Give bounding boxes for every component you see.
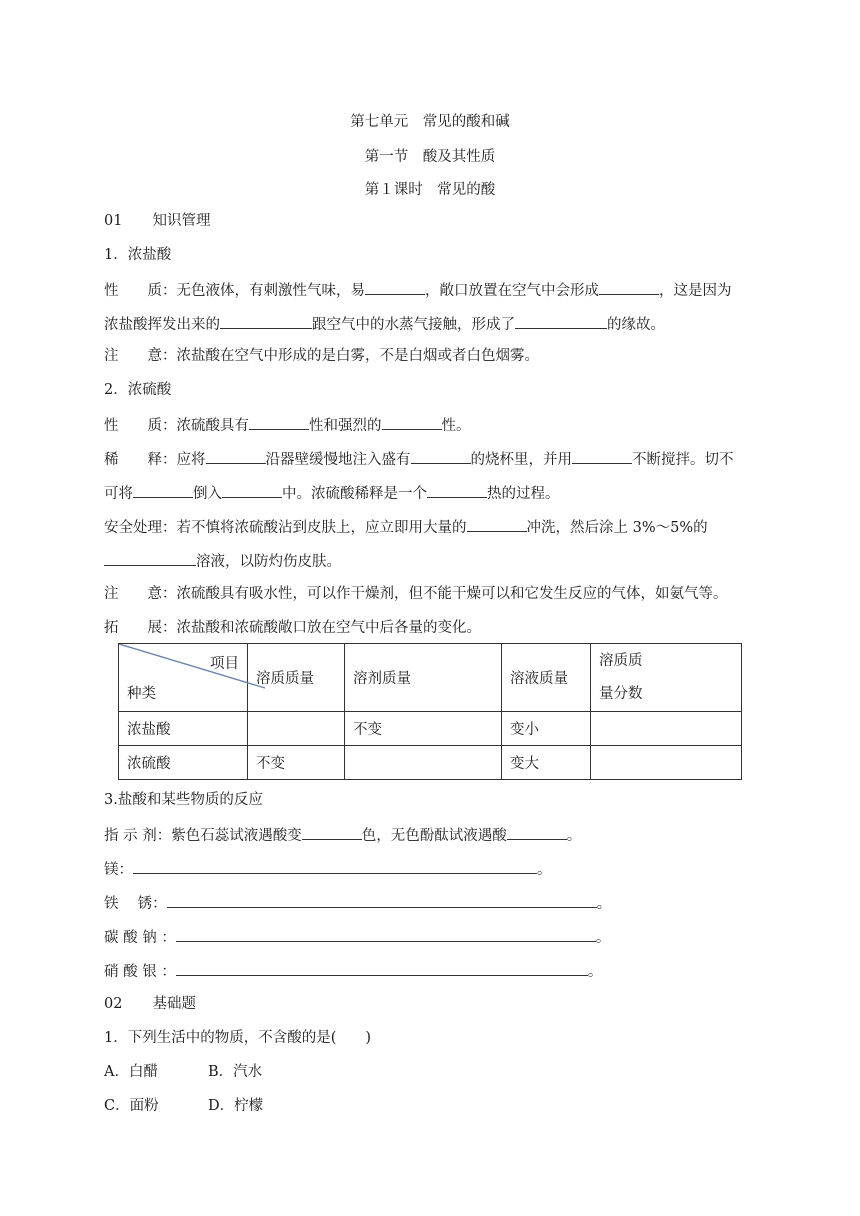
hcl-note: 注 意：浓盐酸在空气中形成的是白雾，不是白烟或者白色烟雾。 — [104, 348, 539, 364]
blank — [133, 858, 537, 874]
section-01-heading — [104, 211, 210, 231]
h2so4-heading: 2．浓硫酸 — [104, 382, 172, 398]
section-label: 基础题 — [152, 996, 196, 1012]
table-header-row — [119, 644, 742, 712]
magnesium-line: 镁： 。 — [104, 858, 552, 880]
table-row: 浓盐酸 不变 变小 — [119, 712, 742, 746]
header-mass-fraction: 溶质质 量分数 — [591, 644, 742, 712]
blank — [599, 279, 659, 295]
blank — [507, 824, 567, 840]
option-c: C．面粉 — [104, 1098, 159, 1114]
blank — [222, 482, 282, 498]
question-1-stem: 1．下列生活中的物质，不含酸的是( ) — [104, 1030, 372, 1046]
h2so4-property: 性 质：浓硫酸具有 性和强烈的 性。 — [104, 414, 471, 436]
blank — [411, 448, 471, 464]
section-number: 01 — [104, 213, 123, 229]
blank — [206, 448, 266, 464]
option-a: A．白醋 — [104, 1064, 158, 1080]
blank — [133, 482, 193, 498]
silver-nitrate-line: 硝 酸 银 ： 。 — [104, 960, 602, 982]
hcl-heading: 1．浓盐酸 — [104, 247, 172, 263]
lesson-title: 第１课时 常见的酸 — [364, 182, 496, 198]
question-1-options-row-1 — [104, 1062, 262, 1082]
h2so4-note: 注 意：浓硫酸具有吸水性，可以作干燥剂，但不能干燥可以和它发生反应的气体，如氨气等。 — [104, 586, 728, 602]
blank — [365, 279, 425, 295]
question-1-options-row-2 — [104, 1096, 263, 1116]
blank — [167, 892, 597, 908]
indicator-line: 指 示 剂：紫色石蕊试液遇酸变 色，无色酚酞试液遇酸 。 — [104, 824, 581, 846]
header-solution: 溶液质量 — [502, 644, 591, 712]
blank — [515, 313, 607, 329]
h2so4-dilution-line-1: 稀 释：应将 沿器壁缓慢地注入盛有 的烧杯里，并用 不断搅拌。切不 — [104, 448, 734, 470]
blank — [104, 550, 196, 566]
header-solute: 溶质质量 — [248, 644, 345, 712]
section-number: 02 — [104, 996, 123, 1012]
blank — [249, 414, 309, 430]
acid-properties-table — [118, 643, 742, 780]
header-solvent: 溶剂质量 — [345, 644, 502, 712]
section-title: 第一节 酸及其性质 — [364, 149, 496, 165]
hcl-property-line-1: 性 质：无色液体，有刺激性气味，易 ，敞口放置在空气中会形成 ，这是因为 — [104, 279, 732, 301]
blank — [427, 482, 487, 498]
rust-line: 铁 锈： 。 — [104, 892, 611, 914]
unit-title: 第七单元 常见的酸和碱 — [350, 114, 510, 130]
h2so4-dilution-line-2: 可将 倒入 中。浓硫酸稀释是一个 热的过程。 — [104, 482, 560, 504]
sodium-carbonate-line: 碳 酸 钠 ： 。 — [104, 926, 610, 948]
table-row: 浓硫酸 不变 变大 — [119, 746, 742, 780]
corner-cell: 项目 种类 — [119, 644, 248, 712]
blank — [572, 448, 632, 464]
hcl-property-line-2: 浓盐酸挥发出来的 跟空气中的水蒸气接触，形成了 的缘故。 — [104, 313, 665, 335]
blank — [176, 926, 596, 942]
blank — [467, 516, 527, 532]
reactions-heading: 3.盐酸和某些物质的反应 — [104, 792, 263, 808]
extension: 拓 展：浓盐酸和浓硫酸敞口放在空气中后各量的变化。 — [104, 620, 481, 636]
blank — [382, 414, 442, 430]
section-label: 知识管理 — [152, 213, 211, 229]
safety-line-2: 溶液，以防灼伤皮肤。 — [104, 550, 341, 572]
property-label: 性 质： — [104, 283, 177, 299]
blank — [302, 824, 362, 840]
safety-line-1: 安全处理：若不慎将浓硫酸沾到皮肤上，应立即用大量的 冲洗，然后涂上 3%～5%的 — [104, 516, 708, 538]
blank — [220, 313, 312, 329]
blank — [176, 960, 588, 976]
section-02-heading — [104, 994, 196, 1014]
option-d: D．柠檬 — [208, 1098, 264, 1114]
option-b: B．汽水 — [208, 1064, 263, 1080]
